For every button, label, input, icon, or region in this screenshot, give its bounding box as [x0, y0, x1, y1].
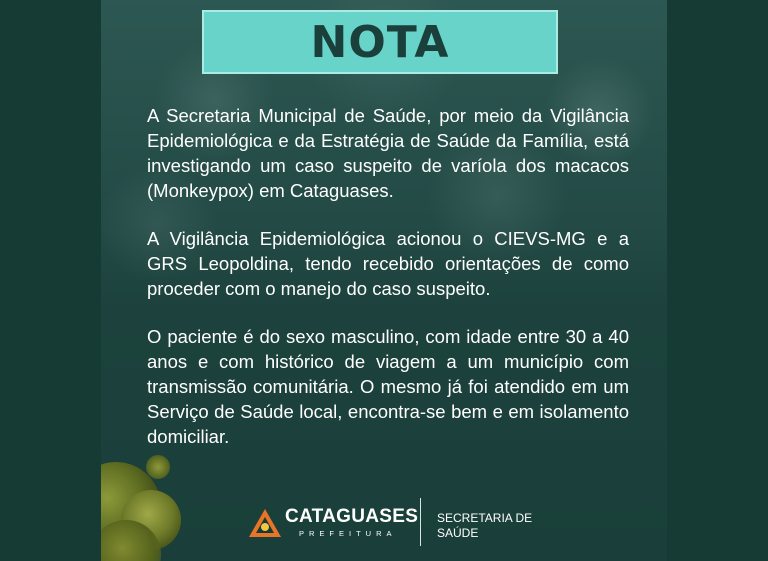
brand-name: CATAGUASES: [285, 506, 419, 527]
page-title: NOTA: [310, 16, 450, 68]
left-margin-panel: [0, 0, 101, 561]
paragraph-1: A Secretaria Municipal de Saúde, por meio da Vigilância Epidemiológica e da Estratégia de Saúde da Família, está investigando um caso suspeito de varíola dos macacos (Monkeypox) em Cataguases.: [147, 105, 629, 201]
prefeitura-logo-icon: [248, 508, 282, 538]
paragraph-2: A Vigilância Epidemiológica acionou o CIEVS-MG e a GRS Leopoldina, tendo recebido orientações de como proceder com o manejo do caso suspeito.: [147, 228, 629, 299]
paragraph-3: O paciente é do sexo masculino, com idade entre 30 a 40 anos e com histórico de viagem a um município com transmissão comunitária. O mesmo já foi atendido em um Serviço de Saúde local, encontra-se bem e em isolamento domiciliar.: [147, 326, 629, 447]
brand-subtitle: PREFEITURA: [299, 529, 397, 538]
department-label: [437, 511, 557, 541]
notice-card: [101, 0, 667, 561]
department-line-2: SAÚDE: [437, 526, 479, 540]
notice-body: [147, 103, 629, 472]
right-margin-panel: [667, 0, 768, 561]
department-line-1: SECRETARIA DE: [437, 511, 533, 525]
footer: [101, 488, 667, 552]
footer-divider: [420, 498, 421, 546]
title-banner: [202, 10, 558, 74]
